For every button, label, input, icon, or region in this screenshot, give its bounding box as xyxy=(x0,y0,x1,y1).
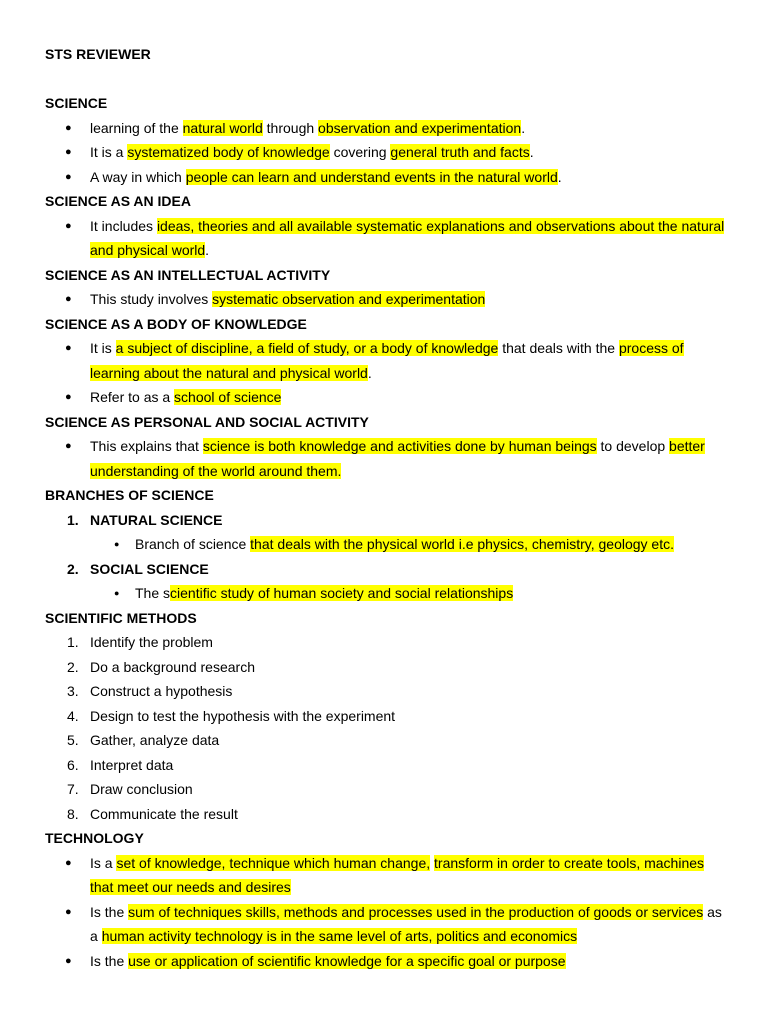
section-heading: SCIENCE AS AN IDEA xyxy=(45,193,191,209)
list-item xyxy=(45,434,725,483)
highlighted-text: observation and experimentation xyxy=(318,119,522,136)
step-text: Identify the problem xyxy=(90,634,213,650)
text-run: Refer to as a xyxy=(90,389,175,405)
bullet-list xyxy=(45,287,725,312)
list-number: 4. xyxy=(67,707,79,724)
highlighted-text: school of science xyxy=(174,389,282,405)
highlighted-text: people can learn and understand events in the natural world xyxy=(185,168,558,185)
list-item xyxy=(45,900,725,949)
highlighted-text: science is both knowledge and activities done by human beings xyxy=(202,438,597,454)
text-run: It is a xyxy=(90,144,128,160)
text-run: through xyxy=(262,119,319,136)
branch-label: NATURAL SCIENCE xyxy=(90,511,223,528)
text-run: This study involves xyxy=(90,291,213,307)
highlighted-text: transform in order to create tools, machines that meet our needs and desires xyxy=(90,854,705,895)
text-run: Is a xyxy=(90,854,117,871)
step-text: Do a background research xyxy=(90,658,255,675)
list-number: 6. xyxy=(67,756,79,773)
step-text: Interpret data xyxy=(90,756,174,773)
highlighted-text: sum of techniques skills, methods and processes used in the production of goods or services xyxy=(128,903,704,920)
list-number: 5. xyxy=(67,732,79,748)
steps-list xyxy=(45,630,725,826)
bullet-list xyxy=(45,336,725,410)
step-text: Communicate the result xyxy=(90,805,238,822)
text-run: . xyxy=(521,119,526,136)
branch-item xyxy=(45,508,725,557)
bullet-list xyxy=(45,434,725,483)
list-number: 7. xyxy=(67,781,79,797)
step-text: Design to test the hypothesis with the experiment xyxy=(90,707,396,724)
list-item xyxy=(45,214,725,263)
highlighted-text: set of knowledge, technique which human change, xyxy=(116,854,431,871)
branch-item xyxy=(45,557,725,606)
step-item xyxy=(45,777,725,802)
branch-list xyxy=(45,508,725,606)
highlighted-text: use or application of scientific knowledge for a specific goal or purpose xyxy=(128,952,566,969)
list-number: 1. xyxy=(67,634,79,650)
text-run: that deals with the xyxy=(498,340,619,356)
text-run: . xyxy=(557,168,562,185)
step-text: Gather, analyze data xyxy=(90,732,220,748)
text-run: learning of the xyxy=(90,119,183,136)
text-run: . xyxy=(367,364,372,381)
list-item xyxy=(45,581,725,606)
list-item xyxy=(45,949,725,974)
document-title: STS REVIEWER xyxy=(45,46,151,62)
text-run: The s xyxy=(135,585,171,601)
text-run: . xyxy=(529,144,534,160)
highlighted-text: ideas, theories and all available systematic explanations and observations about the natural and physical world xyxy=(90,217,725,258)
text-run: Is the xyxy=(90,952,129,969)
highlighted-text: natural world xyxy=(182,119,263,136)
text-run: Is the xyxy=(90,903,129,920)
highlighted-text: that deals with the physical world i.e physics, chemistry, geology etc. xyxy=(250,536,674,552)
list-item xyxy=(45,287,725,312)
step-item xyxy=(45,728,725,753)
list-item xyxy=(45,165,725,190)
highlighted-text: cientific study of human society and social relationships xyxy=(170,585,514,601)
step-text: Construct a hypothesis xyxy=(90,683,233,699)
bullet-list xyxy=(45,214,725,263)
text-run: Branch of science xyxy=(135,536,251,552)
text-run: to develop xyxy=(596,438,670,454)
text-run: It includes xyxy=(90,217,157,234)
list-item xyxy=(45,851,725,900)
step-item xyxy=(45,630,725,655)
document-page xyxy=(45,42,725,973)
list-number: 3. xyxy=(67,683,79,699)
text-run: It is xyxy=(90,340,116,356)
list-item xyxy=(45,532,725,557)
text-run: . xyxy=(205,242,210,258)
highlighted-text: better understanding of the world around them. xyxy=(90,438,705,479)
step-text: Draw conclusion xyxy=(90,781,193,797)
section-heading: SCIENTIFIC METHODS xyxy=(45,609,197,626)
highlighted-text: a subject of discipline, a field of study, or a body of knowledge xyxy=(115,340,499,356)
list-item xyxy=(45,116,725,141)
text-run: as a xyxy=(90,903,722,944)
text-run: covering xyxy=(329,144,391,160)
list-number: 2. xyxy=(67,658,79,675)
section-heading: SCIENCE AS PERSONAL AND SOCIAL ACTIVITY xyxy=(45,413,369,430)
step-item xyxy=(45,802,725,827)
step-item xyxy=(45,655,725,680)
highlighted-text: systematic observation and experimentation xyxy=(212,291,486,307)
highlighted-text: general truth and facts xyxy=(390,144,530,160)
section-heading: SCIENCE xyxy=(45,95,108,111)
highlighted-text: human activity technology is in the same level of arts, politics and economics xyxy=(101,928,578,944)
list-item xyxy=(45,140,725,165)
document-sections xyxy=(45,91,725,973)
bullet-list xyxy=(45,851,725,974)
step-item xyxy=(45,704,725,729)
text-run: A way in which xyxy=(90,168,186,185)
section-heading: SCIENCE AS A BODY OF KNOWLEDGE xyxy=(45,315,307,332)
step-item xyxy=(45,679,725,704)
list-number: 1. xyxy=(67,511,79,528)
list-number: 8. xyxy=(67,805,79,822)
sub-bullet-list xyxy=(45,532,725,557)
list-number: 2. xyxy=(67,560,79,577)
list-item xyxy=(45,336,725,385)
sub-bullet-list xyxy=(45,581,725,606)
step-item xyxy=(45,753,725,778)
branch-label: SOCIAL SCIENCE xyxy=(90,560,209,577)
list-item xyxy=(45,385,725,410)
text-run: This explains that xyxy=(90,438,203,454)
section-heading: BRANCHES OF SCIENCE xyxy=(45,487,214,503)
bullet-list xyxy=(45,116,725,190)
section-heading: SCIENCE AS AN INTELLECTUAL ACTIVITY xyxy=(45,266,331,283)
section-heading: TECHNOLOGY xyxy=(45,830,144,846)
highlighted-text: process of learning about the natural and physical world xyxy=(90,340,684,381)
highlighted-text: systematized body of knowledge xyxy=(127,144,330,160)
